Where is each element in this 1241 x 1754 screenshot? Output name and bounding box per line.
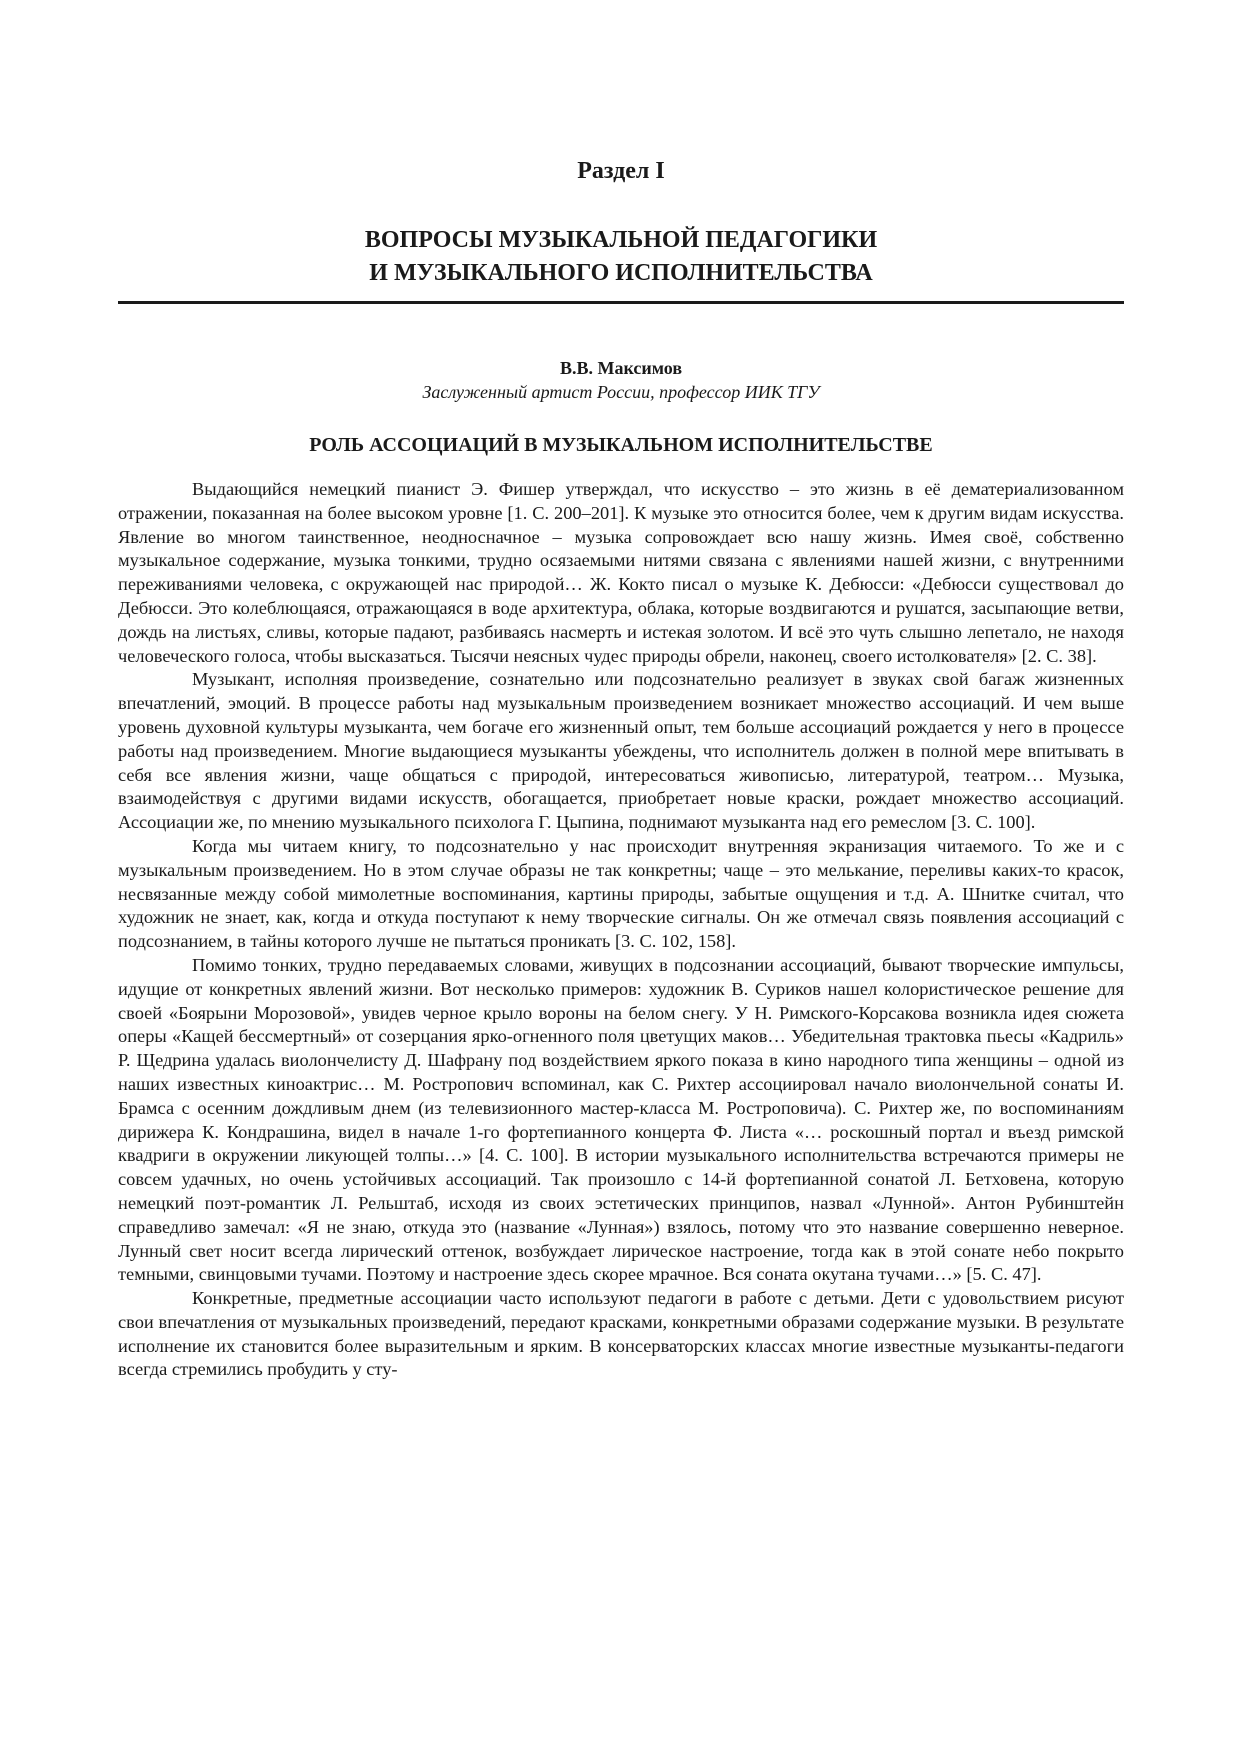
section-title-line-2: И МУЗЫКАЛЬНОГО ИСПОЛНИТЕЛЬСТВА xyxy=(369,260,873,286)
paragraph: Выдающийся немецкий пианист Э. Фишер утверждал, что искусство – это жизнь в её дематериализованном отражении, показанная на более высоком уровне [1. С. 200–201]. К музыке это относится более, чем к другим видам искусства. Явление во многом таинственное, неодносначное – музыка сопровождает всю нашу жизнь. Имея своё, собственно музыкальное содержание, музыка тонкими, трудно осязаемыми нитями связана с явлениями нашей жизни, с внутренними переживаниями человека, с окружающей нас природой… Ж. Кокто писал о музыке К. Дебюсси: «Дебюсси существовал до Дебюсси. Это колеблющаяся, отражающаяся в воде архитектура, облака, которые воздвигаются и рушатся, засыпающие ветви, дождь на листьях, сливы, которые падают, разбиваясь насмерть и истекая золотом. И всё это чуть слышно лепетало, не находя человеческого голоса, чтобы высказаться. Тысячи неясных чудес природы обрели, наконец, своего истолкователя» [2. С. 38]. xyxy=(118,479,1124,666)
paragraph: Конкретные, предметные ассоциации часто используют педагоги в работе с детьми. Дети с удовольствием рисуют свои впечатления от музыкальных произведений, передают красками, конкретными образами содержание музыки. В результате исполнение их становится более выразительным и ярким. В консерваторских классах многие известные музыканты-педагоги всегда стремились пробудить у сту- xyxy=(118,1288,1124,1380)
horizontal-rule xyxy=(118,301,1124,304)
paragraph: Когда мы читаем книгу, то подсознательно у нас происходит внутренняя экранизация читаемого. То же и с музыкальным произведением. Но в этом случае образы не так конкретны; чаще – это мелькание, переливы каких-то красок, несвязанные между собой мимолетные воспоминания, картины природы, забытые ощущения и т.д. А. Шнитке считал, что художник не знает, как, когда и откуда поступают к нему творческие сигналы. Он же отмечал связь появления ассоциаций с подсознанием, в тайны которого лучше не пытаться проникать [3. С. 102, 158]. xyxy=(118,835,1124,952)
article-body xyxy=(118,478,1124,1382)
paragraph: Помимо тонких, трудно передаваемых словами, живущих в подсознании ассоциаций, бывают творческие импульсы, идущие от конкретных явлений жизни. Вот несколько примеров: художник В. Суриков нашел колористическое решение для своей «Боярыни Морозовой», увидев черное крыло вороны на белом снегу. У Н. Римского-Корсакова возникла идея сюжета оперы «Кащей бессмертный» от созерцания ярко-огненного поля цветущих маков… Убедительная трактовка пьесы «Кадриль» Р. Щедрина удалась виолончелисту Д. Шафрану под воздействием яркого показа в кино народного типа женщины – одной из наших известных киноактрис… М. Ростропович вспоминал, как С. Рихтер ассоциировал начало виолончельной сонаты И. Брамса с осенним дождливым днем (из телевизионного мастер-класса М. Ростроповича). С. Рихтер же, по воспоминаниям дирижера К. Кондрашина, видел в начале 1-го фортепианного концерта Ф. Листа «… роскошный портал и въезд римской квадриги в окружении ликующей толпы…» [4. С. 100]. В истории музыкального исполнительства встречаются примеры не совсем удачных, но очень устойчивых ассоциаций. Так произошло с 14-й фортепианной сонатой Л. Бетховена, которую немецкий поэт-романтик Л. Рельштаб, исходя из своих эстетических принципов, назвал «Лунной». Антон Рубинштейн справедливо замечал: «Я не знаю, откуда это (название «Лунная») взялось, потому что это название совершенно неверное. Лунный свет носит всегда лирический оттенок, возбуждает лирическое настроение, тогда как в этой сонате небо покрыто темными, свинцовыми тучами. Поэтому и настроение здесь скорее мрачное. Вся соната окутана тучами…» [5. С. 47]. xyxy=(118,954,1124,1285)
author-affiliation: Заслуженный артист России, профессор ИИК ТГУ xyxy=(422,382,820,402)
paragraph: Музыкант, исполняя произведение, сознательно или подсознательно реализует в звуках свой багаж жизненных впечатлений, эмоций. В процессе работы над музыкальным произведением возникает множество ассоциаций. И чем выше уровень духовной культуры музыканта, чем богаче его жизненный опыт, тем больше ассоциаций рождается у него в процессе работы над произведением. Многие выдающиеся музыканты убеждены, что исполнитель должен в полной мере впитывать в себя все явления жизни, чаще общаться с природой, интересоваться живописью, литературой, театром… Музыка, взаимодействуя с другими видами искусств, обогащается, приобретает новые краски, рождает множество ассоциаций. Ассоциации же, по мнению музыкального психолога Г. Цыпина, поднимают музыканта над его ремеслом [3. С. 100]. xyxy=(118,669,1124,833)
article-title: РОЛЬ АССОЦИАЦИЙ В МУЗЫКАЛЬНОМ ИСПОЛНИТЕЛЬСТВЕ xyxy=(309,434,933,456)
section-title xyxy=(118,224,1124,290)
section-title-line-1: ВОПРОСЫ МУЗЫКАЛЬНОЙ ПЕДАГОГИКИ xyxy=(364,227,878,253)
section-label: Раздел I xyxy=(577,158,665,184)
author-name: В.В. Максимов xyxy=(559,358,683,378)
